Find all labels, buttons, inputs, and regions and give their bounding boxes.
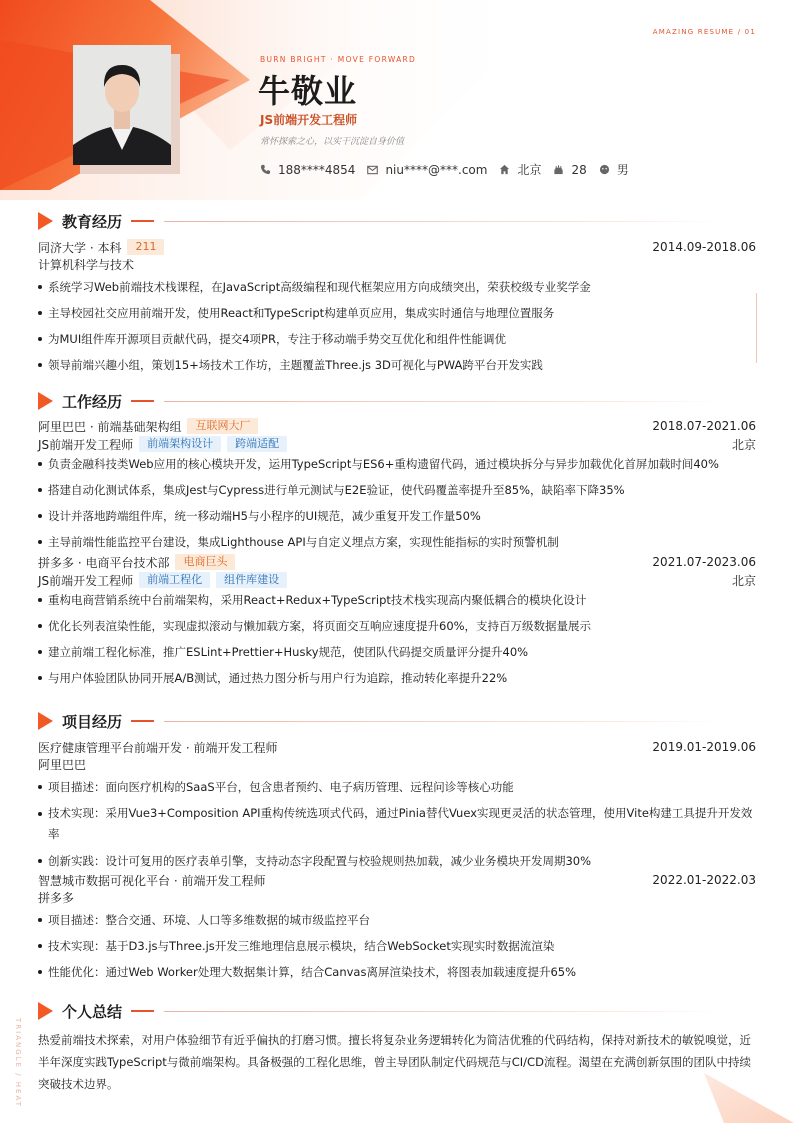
company-name: 阿里巴巴 · 前端基础架构组	[38, 419, 182, 434]
skill-tag: 前端架构设计	[139, 436, 221, 452]
resume-tag: AMAZING RESUME / 01	[652, 28, 756, 36]
job-date: 2018.07-2021.06	[652, 419, 756, 433]
divider	[131, 1010, 154, 1012]
project-company: 拼多多	[38, 891, 75, 905]
project-name: 医疗健康管理平台前端开发 · 前端开发工程师	[38, 740, 278, 755]
project-date: 2019.01-2019.06	[652, 740, 756, 754]
list-item: 设计并落地跨端组件库，统一移动端H5与小程序的UI规范，减少重复开发工作量50%	[38, 503, 756, 529]
work-section	[38, 391, 756, 691]
section-heading	[38, 211, 756, 231]
tagline: BURN BRIGHT · MOVE FORWARD	[260, 55, 417, 64]
education-bullets	[38, 274, 756, 378]
skill-tag: 组件库建设	[216, 572, 287, 588]
project-name: 智慧城市数据可视化平台 · 前端开发工程师	[38, 873, 266, 888]
summary-text: 热爱前端技术探索，对用户体验细节有近乎偏执的打磨习惯。擅长将复杂业务逻辑转化为简洁优雅的代码结构，保持对新技术的敏锐嗅觉，近半年深度实践TypeScript与微前端架构。具备极强的工程化思维，曾主导团队制定代码规范与CI/CD流程。渴望在充满创新氛围的团队中持续突破技术边界。	[38, 1033, 751, 1091]
education-row	[38, 238, 756, 256]
section-title: 教育经历	[62, 212, 123, 231]
contact-email	[367, 163, 487, 177]
motto: 常怀探索之心，以实干沉淀自身价值	[260, 137, 405, 147]
list-item: 为MUI组件库开源项目贡献代码，提交4项PR，专注于移动端手势交互优化和组件性能调优	[38, 326, 756, 352]
job-date: 2021.07-2023.06	[652, 555, 756, 569]
contact-info	[260, 161, 641, 178]
job-position: JS前端开发工程师	[38, 573, 134, 588]
list-item: 系统学习Web前端技术栈课程，在JavaScript高级编程和现代框架应用方向成绩突出，荣获校级专业奖学金	[38, 274, 756, 300]
list-item: 与用户体验团队协同开展A/B测试，通过热力图分析与用户行为追踪，推动转化率提升22%	[38, 665, 756, 691]
section-heading	[38, 1001, 756, 1021]
list-item: 主导前端性能监控平台建设，集成Lighthouse API与自定义埋点方案，实现性能指标的实时预警机制	[38, 529, 756, 555]
corner-decoration	[674, 1043, 794, 1123]
company-name: 拼多多 · 电商平台技术部	[38, 555, 170, 570]
section-heading	[38, 391, 756, 411]
triangle-icon	[38, 712, 53, 730]
job-row	[38, 417, 756, 435]
candidate-name: 牛敬业	[258, 72, 358, 110]
triangle-icon	[38, 392, 53, 410]
contact-city	[499, 161, 541, 178]
school-badge: 211	[127, 239, 164, 255]
education-date: 2014.09-2018.06	[652, 240, 756, 254]
job-city: 北京	[731, 573, 756, 588]
projects-section	[38, 711, 756, 985]
list-item: 领导前端兴趣小组，策划15+场技术工作坊，主题覆盖Three.js 3D可视化与PWA跨平台开发实践	[38, 352, 756, 378]
job-bullets	[38, 451, 756, 555]
list-item: 项目描述：面向医疗机构的SaaS平台，包含患者预约、电子病历管理、远程问诊等核心功能	[38, 774, 756, 800]
school-name: 同济大学 · 本科	[38, 240, 122, 255]
city-text: 北京	[517, 163, 542, 177]
education-section	[38, 211, 756, 378]
skill-tag: 跨端适配	[227, 436, 287, 452]
list-item: 重构电商营销系统中台前端架构，采用React+Redux+TypeScript技术栈实现高内聚低耦合的模块化设计	[38, 587, 756, 613]
email-text: niu****@***.com	[385, 162, 488, 177]
home-icon	[499, 164, 510, 175]
company-badge: 电商巨头	[175, 554, 235, 570]
triangle-icon	[38, 212, 53, 230]
divider	[131, 720, 154, 722]
list-item: 技术实现：采用Vue3+Composition API重构传统选项式代码，通过Pinia替代Vuex实现更灵活的状态管理，使用Vite构建工具提升开发效率	[38, 800, 756, 848]
list-item: 优化长列表渲染性能，实现虚拟滚动与懒加载方案，将页面交互响应速度提升60%，支持百万级数据量展示	[38, 613, 756, 639]
list-item: 负责金融科技类Web应用的核心模块开发，运用TypeScript与ES6+重构遗留代码，通过模块拆分与异步加载优化首屏加载时间40%	[38, 451, 756, 477]
gender-text: 男	[616, 163, 629, 177]
list-item: 创新实践：设计可复用的医疗表单引擎，支持动态字段配置与校验规则热加载，减少业务模块开发周期30%	[38, 848, 756, 874]
company-badge: 互联网大厂	[187, 418, 258, 434]
list-item: 主导校园社交应用前端开发，使用React和TypeScript构建单页应用，集成实时通信与地理位置服务	[38, 300, 756, 326]
list-item: 搭建自动化测试体系，集成Jest与Cypress进行单元测试与E2E验证，使代码覆盖率提升至85%，缺陷率下降35%	[38, 477, 756, 503]
divider	[164, 1011, 724, 1012]
job-bullets	[38, 587, 756, 691]
cake-icon	[553, 164, 564, 175]
divider	[164, 221, 724, 222]
list-item: 技术实现：基于D3.js与Three.js开发三维地理信息展示模块，结合WebSocket实现实时数据流渲染	[38, 933, 756, 959]
summary-section	[38, 1001, 756, 1095]
skill-tag: 前端工程化	[139, 572, 210, 588]
list-item: 项目描述：整合交通、环境、人口等多维数据的城市级监控平台	[38, 907, 756, 933]
job-title: JS前端开发工程师	[260, 113, 358, 127]
project-bullets	[38, 907, 756, 985]
section-title: 项目经历	[62, 712, 123, 731]
user-icon	[599, 164, 610, 175]
job-city: 北京	[731, 437, 756, 452]
major: 计算机科学与技术	[38, 258, 135, 272]
contact-age	[553, 163, 586, 177]
project-date: 2022.01-2022.03	[652, 873, 756, 887]
email-icon	[367, 165, 378, 175]
divider	[131, 400, 154, 402]
project-company: 阿里巴巴	[38, 758, 87, 772]
list-item: 性能优化：通过Web Worker处理大数据集计算，结合Canvas离屏渲染技术，将图表加载速度提升65%	[38, 959, 756, 985]
phone-icon	[260, 164, 271, 175]
section-title: 工作经历	[62, 392, 123, 411]
job-row	[38, 553, 756, 571]
age-text: 28	[571, 162, 587, 177]
contact-phone	[260, 163, 355, 177]
list-item: 建立前端工程化标准，推广ESLint+Prettier+Husky规范，使团队代码提交质量评分提升40%	[38, 639, 756, 665]
triangle-icon	[38, 1002, 53, 1020]
divider	[164, 401, 724, 402]
divider	[164, 721, 724, 722]
side-text: TRIANGLE / HEAT	[14, 1018, 22, 1108]
job-position: JS前端开发工程师	[38, 437, 134, 452]
profile-photo	[73, 45, 171, 165]
project-row	[38, 738, 756, 756]
divider	[131, 220, 154, 222]
side-rule	[756, 293, 757, 363]
section-heading	[38, 711, 756, 731]
phone-text: 188****4854	[278, 162, 356, 177]
contact-gender	[599, 161, 629, 178]
project-bullets	[38, 774, 756, 874]
section-title: 个人总结	[62, 1002, 123, 1021]
